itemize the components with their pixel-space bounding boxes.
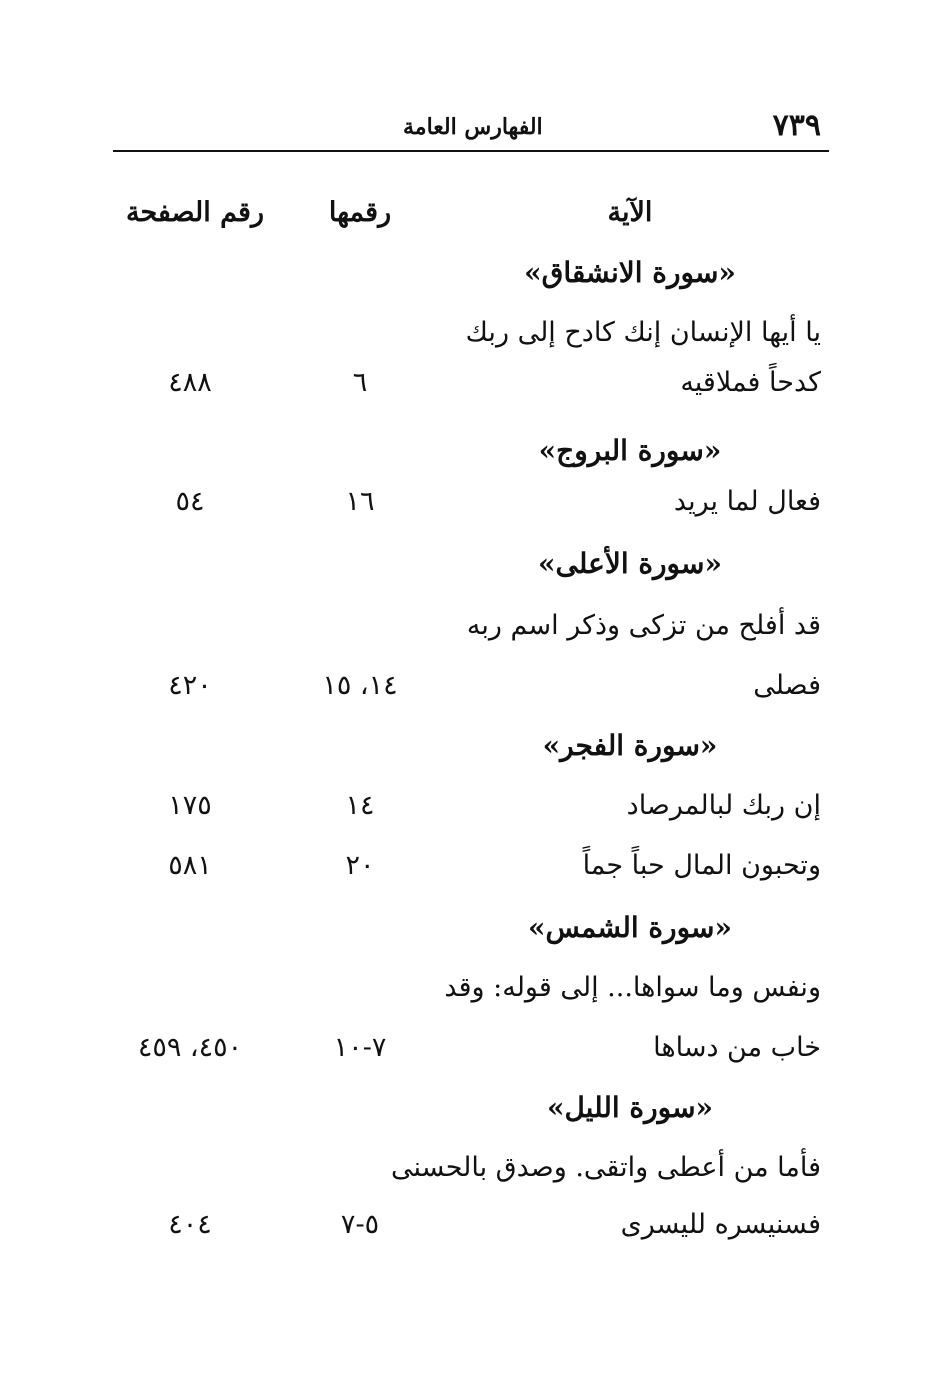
surah-heading bbox=[0, 243, 929, 303]
surah-title: «سورة البروج» bbox=[538, 434, 722, 467]
surah-heading bbox=[0, 716, 929, 776]
list-item bbox=[0, 836, 929, 896]
ayah-text: فصلى bbox=[753, 670, 821, 701]
ayah-text: وتحبون المال حباً جماً bbox=[582, 850, 821, 881]
surah-title: «سورة الليل» bbox=[546, 1091, 714, 1124]
page-reference: ٤٢٠ bbox=[168, 670, 212, 701]
list-item bbox=[0, 776, 929, 836]
page-reference: ٤٠٤ bbox=[168, 1209, 212, 1240]
list-item bbox=[0, 958, 929, 1018]
ayah-text: خاب من دساها bbox=[653, 1032, 821, 1063]
page-reference: ٥٨١ bbox=[168, 850, 212, 881]
list-item bbox=[0, 353, 929, 413]
page-reference: ٤٨٨ bbox=[168, 367, 212, 398]
ayah-text: فعال لما يريد bbox=[673, 486, 821, 517]
header-divider bbox=[113, 150, 829, 152]
ayah-text: إن ربك لبالمرصاد bbox=[626, 790, 821, 821]
ayah-number: ١٦ bbox=[345, 486, 375, 517]
surah-title: «سورة الفجر» bbox=[542, 729, 718, 762]
list-item bbox=[0, 472, 929, 532]
surah-heading bbox=[0, 898, 929, 958]
ayah-text: يا أيها الإنسان إنك كادح إلى ربك bbox=[465, 317, 821, 348]
column-header-ayah: الآية bbox=[607, 197, 653, 228]
column-header-page: رقم الصفحة bbox=[125, 197, 265, 228]
page-number: ٧٣٩ bbox=[772, 108, 821, 143]
ayah-text: كدحاً فملاقيه bbox=[680, 367, 821, 398]
page-header bbox=[113, 108, 829, 150]
surah-title: «سورة الأعلى» bbox=[538, 547, 722, 580]
column-header-number: رقمها bbox=[328, 197, 392, 228]
surah-heading bbox=[0, 1078, 929, 1138]
page-reference: ٥٤ bbox=[175, 486, 205, 517]
ayah-number: ١٤، ١٥ bbox=[322, 670, 398, 701]
ayah-number: ١٤ bbox=[345, 790, 375, 821]
ayah-text: فسنيسره لليسرى bbox=[620, 1209, 821, 1240]
ayah-text: فأما من أعطى واتقى. وصدق بالحسنى bbox=[390, 1152, 821, 1183]
surah-heading bbox=[0, 534, 929, 594]
list-item bbox=[0, 596, 929, 656]
ayah-text: قد أفلح من تزكى وذكر اسم ربه bbox=[466, 610, 821, 641]
page-reference: ١٧٥ bbox=[168, 790, 212, 821]
table-header-row bbox=[0, 183, 929, 243]
list-item bbox=[0, 1018, 929, 1078]
ayah-text: ونفس وما سواها... إلى قوله: وقد bbox=[444, 972, 821, 1003]
page-reference: ٤٥٠، ٤٥٩ bbox=[137, 1032, 243, 1063]
ayah-number: ٥-٧ bbox=[340, 1209, 380, 1240]
ayah-number: ٦ bbox=[352, 367, 368, 398]
ayah-number: ٢٠ bbox=[345, 850, 375, 881]
list-item bbox=[0, 1195, 929, 1255]
list-item bbox=[0, 656, 929, 716]
running-title: الفهارس العامة bbox=[403, 114, 543, 140]
surah-title: «سورة الشمس» bbox=[527, 911, 733, 944]
surah-title: «سورة الانشقاق» bbox=[524, 256, 736, 289]
list-item bbox=[0, 1138, 929, 1198]
ayah-number: ٧-١٠ bbox=[333, 1032, 387, 1063]
